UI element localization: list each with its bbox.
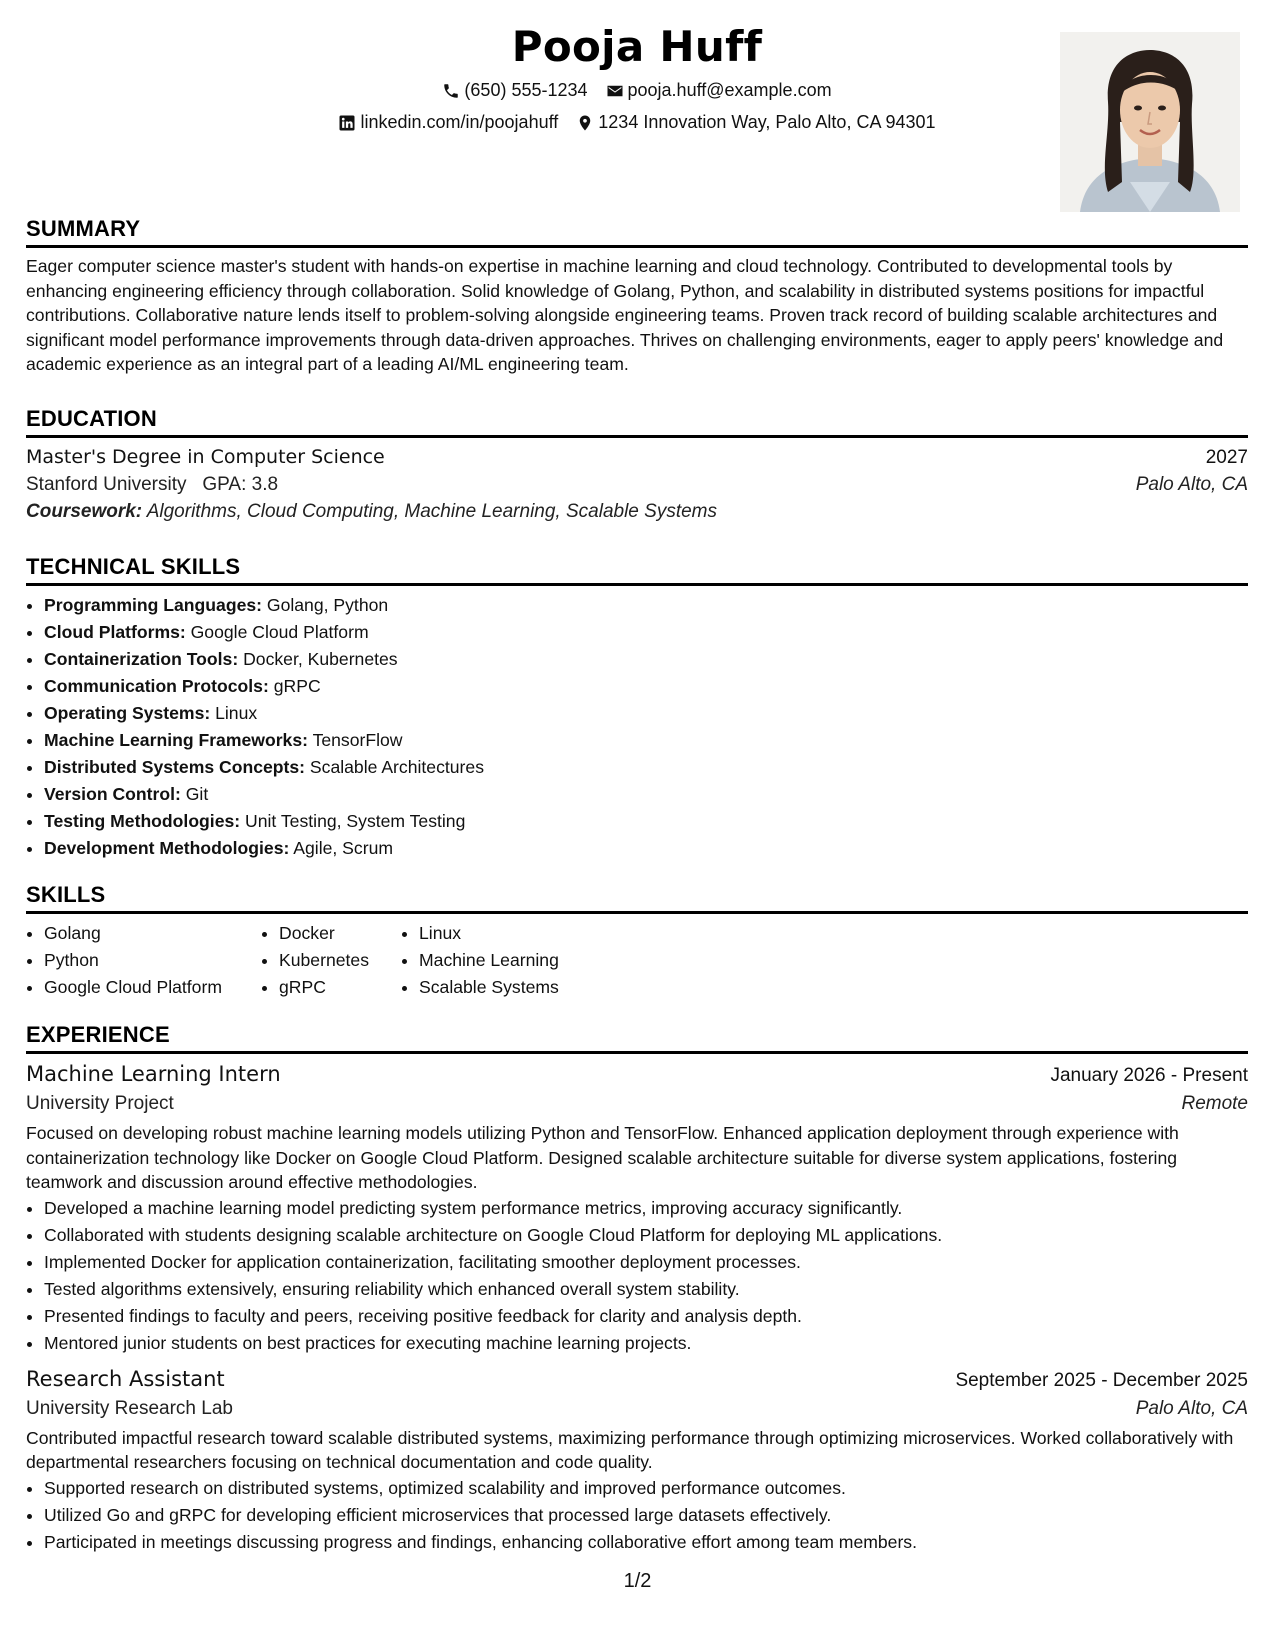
job-title-row	[26, 1062, 1248, 1087]
list-item: • Cloud Platforms: Google Cloud Platform	[44, 619, 1248, 646]
list-item: • Implemented Docker for application containerization, facilitating smoother deployment processes.	[44, 1249, 1248, 1276]
email-contact[interactable]	[606, 80, 832, 101]
education-school-row	[26, 474, 1248, 496]
list-item: • Collaborated with students designing scalable architecture on Google Cloud Platform for deploying ML applications.	[44, 1222, 1248, 1249]
education-heading: EDUCATION	[26, 406, 1248, 438]
experience-section	[26, 1022, 1248, 1556]
skills-column	[401, 920, 601, 1001]
education-degree-row	[26, 446, 1248, 469]
job-title-row	[26, 1367, 1248, 1392]
technical-skills-heading: TECHNICAL SKILLS	[26, 554, 1248, 586]
school-info	[26, 474, 278, 496]
job-dates: September 2025 - December 2025	[955, 1369, 1248, 1391]
education-section	[26, 406, 1248, 523]
profile-photo	[1060, 32, 1240, 212]
candidate-name: Pooja Huff	[511, 22, 763, 71]
technical-skills-list	[26, 592, 1248, 862]
list-item: • Distributed Systems Concepts: Scalable Architectures	[44, 754, 1248, 781]
gpa: GPA: 3.8	[202, 474, 279, 495]
job-description: Contributed impactful research toward scalable distributed systems, maximizing performance through optimizing microservices. Worked collaboratively with departmental researchers focusing on technical documentation and code quality.	[26, 1427, 1234, 1472]
coursework-label: Coursework:	[26, 501, 143, 522]
skills-section	[26, 882, 1248, 1001]
list-item: • Containerization Tools: Docker, Kubernetes	[44, 646, 1248, 673]
phone-contact[interactable]	[442, 80, 587, 101]
job-bullets	[26, 1195, 1248, 1357]
list-item: • Google Cloud Platform	[44, 974, 261, 1001]
list-item: • Development Methodologies: Agile, Scrum	[44, 835, 1248, 862]
map-pin-icon	[576, 114, 594, 132]
school-location: Palo Alto, CA	[1135, 474, 1248, 495]
skills-column	[261, 920, 401, 1001]
experience-entry	[26, 1062, 1248, 1357]
job-bullets	[26, 1475, 1248, 1556]
list-item: • Communication Protocols: gRPC	[44, 673, 1248, 700]
list-item: • Scalable Systems	[419, 974, 601, 1001]
list-item: • Kubernetes	[279, 947, 401, 974]
list-item: • Machine Learning	[419, 947, 601, 974]
list-item: • Operating Systems: Linux	[44, 700, 1248, 727]
technical-skills-section	[26, 554, 1248, 862]
list-item: • gRPC	[279, 974, 401, 1001]
experience-entry	[26, 1367, 1248, 1556]
list-item: • Testing Methodologies: Unit Testing, System Testing	[44, 808, 1248, 835]
job-organization: University Project	[26, 1093, 174, 1114]
coursework-line	[26, 501, 1248, 523]
job-org-row	[26, 1398, 1248, 1420]
job-description: Focused on developing robust machine learning models utilizing Python and TensorFlow. Enhanced application deployment through experience with containerization technology like Docker on Google Cloud Platform. Designed scalable architecture suitable for diverse system applications, fostering teamwork and discussion around effective methodologies.	[26, 1123, 1179, 1192]
list-item: • Golang	[44, 920, 261, 947]
list-item: • Mentored junior students on best practices for executing machine learning projects.	[44, 1330, 1248, 1357]
resume-header	[26, 22, 1248, 212]
list-item: • Programming Languages: Golang, Python	[44, 592, 1248, 619]
job-org-row	[26, 1093, 1248, 1115]
list-item: • Utilized Go and gRPC for developing efficient microservices that processed large datasets effectively.	[44, 1502, 1248, 1529]
job-location: Remote	[1181, 1093, 1248, 1114]
job-location: Palo Alto, CA	[1135, 1397, 1248, 1419]
address-contact	[576, 112, 935, 133]
phone-text: (650) 555-1234	[464, 80, 588, 100]
job-role: Machine Learning Intern	[26, 1062, 281, 1086]
graduation-year: 2027	[1205, 447, 1248, 468]
skills-heading: SKILLS	[26, 882, 1248, 914]
list-item: • Version Control: Git	[44, 781, 1248, 808]
list-item: • Python	[44, 947, 261, 974]
address-text: 1234 Innovation Way, Palo Alto, CA 94301	[598, 112, 936, 132]
page-number: 1/2	[623, 1570, 652, 1592]
envelope-icon	[606, 82, 624, 100]
summary-heading: SUMMARY	[26, 216, 1248, 248]
email-text: pooja.huff@example.com	[627, 80, 832, 100]
list-item: • Docker	[279, 920, 401, 947]
linkedin-contact[interactable]	[338, 112, 558, 133]
school-name: Stanford University	[26, 474, 187, 495]
phone-icon	[442, 82, 460, 100]
job-organization: University Research Lab	[26, 1397, 233, 1419]
list-item: • Supported research on distributed systems, optimized scalability and improved performance outcomes.	[44, 1475, 1248, 1502]
list-item: • Linux	[419, 920, 601, 947]
degree-name: Master's Degree in Computer Science	[26, 446, 385, 468]
list-item: • Participated in meetings discussing progress and findings, enhancing collaborative effort among team members.	[44, 1529, 1248, 1556]
list-item: • Tested algorithms extensively, ensuring reliability which enhanced overall system stability.	[44, 1276, 1248, 1303]
skills-column	[26, 920, 261, 1001]
summary-text: Eager computer science master's student with hands-on expertise in machine learning and cloud technology. Contributed to developmental tools by enhancing engineering efficiency through collaboration. Solid knowledge of Golang, Python, and scalability in distributed systems positions for impactful contributions. Collaborative nature lends itself to problem-solving alongside engineering teams. Proven track record of building scalable architectures and significant model performance improvements through data-driven approaches. Thrives on challenging environments, eager to apply peers' knowledge and academic experience as an integral part of a leading AI/ML engineering team.	[26, 256, 1224, 374]
linkedin-icon	[338, 114, 356, 132]
list-item: • Developed a machine learning model predicting system performance metrics, improving accuracy significantly.	[44, 1195, 1248, 1222]
experience-heading: EXPERIENCE	[26, 1022, 1248, 1054]
job-dates: January 2026 - Present	[1050, 1065, 1248, 1086]
skills-grid	[26, 920, 1248, 1001]
coursework-list: Algorithms, Cloud Computing, Machine Learning, Scalable Systems	[146, 501, 717, 522]
job-role: Research Assistant	[26, 1366, 225, 1391]
list-item: • Machine Learning Frameworks: TensorFlow	[44, 727, 1248, 754]
linkedin-text: linkedin.com/in/poojahuff	[360, 112, 559, 132]
summary-section	[26, 216, 1248, 377]
list-item: • Presented findings to faculty and peers, receiving positive feedback for clarity and analysis depth.	[44, 1303, 1248, 1330]
